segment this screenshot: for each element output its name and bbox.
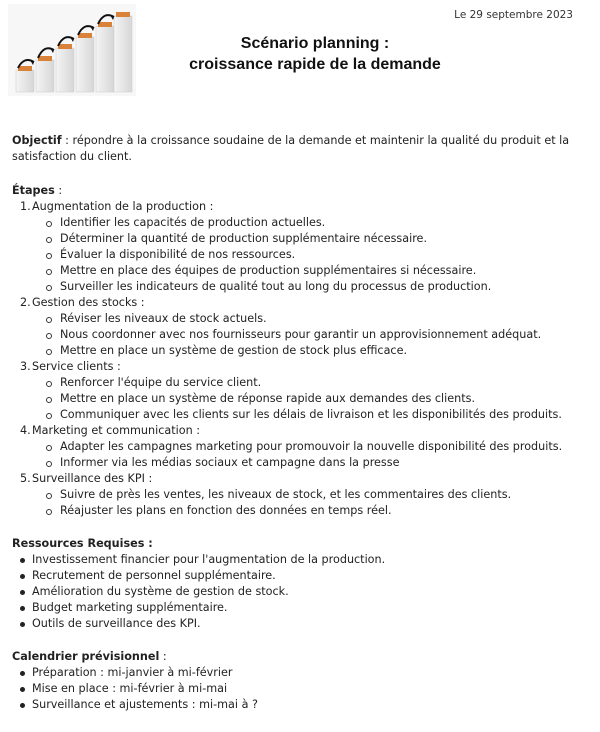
sub-item: Renforcer l'équipe du service client.: [46, 375, 582, 391]
step-item: 2. Gestion des stocks : Réviser les niveaux de stock actuels. Nous coordonner avec nos fournisseurs pour garantir un approvisionnement adéquat. Mettre en place un système de gestion de stock plus efficace.: [20, 295, 582, 359]
sub-item: Nous coordonner avec nos fournisseurs pour garantir un approvisionnement adéquat.: [46, 327, 582, 343]
page-title: [150, 33, 480, 75]
sub-item: Mettre en place un système de gestion de stock plus efficace.: [46, 343, 582, 359]
list-item: Outils de surveillance des KPI.: [18, 616, 582, 632]
calendar-label: Calendrier prévisionnel: [12, 650, 160, 663]
objective-text: : répondre à la croissance soudaine de la demande et maintenir la qualité du produit et la satisfaction du client.: [12, 134, 570, 163]
sub-item: Suivre de près les ventes, les niveaux de stock, et les commentaires des clients.: [46, 487, 582, 503]
growth-stairs-icon: [8, 4, 136, 96]
step-item: 4. Marketing et communication : Adapter les campagnes marketing pour promouvoir la nouvelle disponibilité des produits. Informer via les médias sociaux et campagne dans la presse: [20, 423, 582, 471]
list-item: Amélioration du système de gestion de stock.: [18, 584, 582, 600]
steps-label: Étapes: [12, 184, 55, 197]
calendar-list: [18, 665, 582, 713]
step-title: Gestion des stocks :: [32, 296, 145, 309]
sub-item: Communiquer avec les clients sur les délais de livraison et les disponibilités des produits.: [46, 407, 582, 423]
list-item: Investissement financier pour l'augmentation de la production.: [18, 552, 582, 568]
step-title: Augmentation de la production :: [32, 200, 214, 213]
sub-item: Réajuster les plans en fonction des données en temps réel.: [46, 503, 582, 519]
sub-item: Mettre en place des équipes de production supplémentaires si nécessaire.: [46, 263, 582, 279]
step-title: Service clients :: [32, 360, 121, 373]
step-item: 3. Service clients : Renforcer l'équipe du service client. Mettre en place un système de réponse rapide aux demandes des clients. Communiquer avec les clients sur les délais de livraison et les disponibilités des produits.: [20, 359, 582, 423]
list-item: Préparation : mi-janvier à mi-février: [18, 665, 582, 681]
title-line-2: croissance rapide de la demande: [189, 56, 441, 73]
step-title: Marketing et communication :: [32, 424, 200, 437]
objective-paragraph: [12, 133, 582, 165]
step-title: Surveillance des KPI :: [32, 472, 153, 485]
sub-item: Informer via les médias sociaux et campagne dans la presse: [46, 455, 582, 471]
sub-item: Évaluer la disponibilité de nos ressources.: [46, 247, 582, 263]
sub-item: Réviser les niveaux de stock actuels.: [46, 311, 582, 327]
step-item: 1. Augmentation de la production : Identifier les capacités de production actuelles. Déterminer la quantité de production supplémentaire nécessaire. Évaluer la disponibilité de nos ressources. Mettre en place des équipes de production supplémentaires si nécessaire. Surveiller les indicateurs de qualité tout au long du processus de production.: [20, 199, 582, 295]
title-line-1: Scénario planning :: [240, 35, 390, 52]
document-date: Le 29 septembre 2023: [454, 9, 573, 21]
steps-list: [20, 199, 582, 519]
calendar-section: Calendrier prévisionnel : Préparation : mi-janvier à mi-février Mise en place : mi-février à mi-mai Surveillance et ajustements : mi-mai à ?: [12, 649, 582, 713]
sub-item: Mettre en place un système de réponse rapide aux demandes des clients.: [46, 391, 582, 407]
document-body: [12, 133, 582, 713]
sub-item: Adapter les campagnes marketing pour promouvoir la nouvelle disponibilité des produits.: [46, 439, 582, 455]
sub-item: Identifier les capacités de production actuelles.: [46, 215, 582, 231]
objective-label: Objectif: [12, 134, 62, 147]
sub-item: Déterminer la quantité de production supplémentaire nécessaire.: [46, 231, 582, 247]
sub-item: Surveiller les indicateurs de qualité tout au long du processus de production.: [46, 279, 582, 295]
step-item: 5. Surveillance des KPI : Suivre de près les ventes, les niveaux de stock, et les commentaires des clients. Réajuster les plans en fonction des données en temps réel.: [20, 471, 582, 519]
list-item: Mise en place : mi-février à mi-mai: [18, 681, 582, 697]
list-item: Recrutement de personnel supplémentaire.: [18, 568, 582, 584]
resources-section: [12, 536, 582, 632]
resources-label: Ressources Requises :: [12, 537, 153, 550]
list-item: Surveillance et ajustements : mi-mai à ?: [18, 697, 582, 713]
list-item: Budget marketing supplémentaire.: [18, 600, 582, 616]
steps-section: Étapes : 1. Augmentation de la production : Identifier les capacités de production actuelles. Déterminer la quantité de production supplémentaire nécessaire. Évaluer la disponibilité de nos ressources. Mettre en place des équipes de production supplémentaires si nécessaire. Surveiller les indicateurs de qualité tout au long du processus de production. 2. Gestion des stocks : Réviser les niveaux de stock actuels. Nous coordonner avec nos fournisseurs pour garantir un approvisionnement adéquat. Mettre en place un système de gestion de stock plus efficace. 3. Service clients : Renforcer l'équipe du service client. Mettre en place un système de réponse rapide aux demandes des clients. Communiquer avec les clients sur les délais de livraison et les disponibilités des produits. 4. Marketing et communication : Adapter les campagnes marketing pour promouvoir la nouvelle disponibilité des produits. Informer via les médias sociaux et campagne dans la presse 5. Surveillance des KPI : Suivre de près les ventes, les niveaux de stock, et les commentaires des clients. Réajuster les plans en fonction des données en temps réel.: [12, 183, 582, 519]
resources-list: [18, 552, 582, 632]
